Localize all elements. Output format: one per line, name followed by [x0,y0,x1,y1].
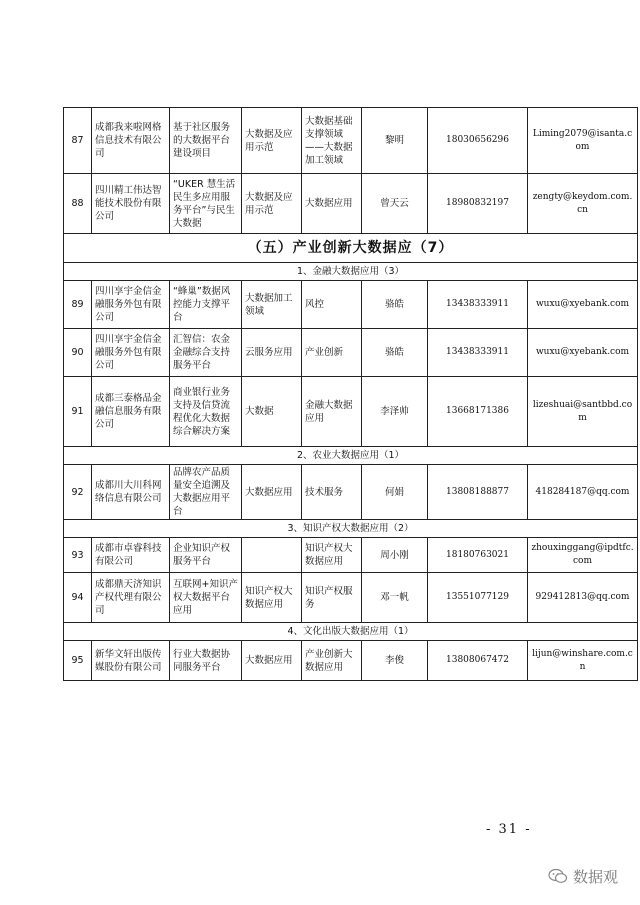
cell-phone: 18030656296 [428,108,528,174]
cell-field: 大数据基础支撑领域——大数据加工领域 [302,108,362,174]
cell-email: 929412813@qq.com [528,573,638,623]
cell-email: wuxu@xyebank.com [528,329,638,377]
cell-field: 大数据应用 [302,174,362,234]
cell-contact: 黎明 [362,108,428,174]
cell-phone: 13438333911 [428,329,528,377]
cell-no: 87 [64,108,92,174]
cell-email: lizeshuai@santbbd.com [528,377,638,447]
cell-category: 大数据 [242,377,302,447]
cell-no: 93 [64,538,92,573]
cell-company: 四川精工伟达智能技术股份有限公司 [92,174,170,234]
cell-phone: 13438333911 [428,281,528,329]
cell-field: 金融大数据应用 [302,377,362,447]
cell-field: 风控 [302,281,362,329]
cell-contact: 曾天云 [362,174,428,234]
cell-no: 94 [64,573,92,623]
cell-no: 92 [64,465,92,520]
cell-category: 大数据应用 [242,641,302,681]
cell-phone: 18980832197 [428,174,528,234]
cell-field: 产业创新大数据应用 [302,641,362,681]
cell-company: 新华文轩出版传媒股份有限公司 [92,641,170,681]
cell-contact: 邓一帆 [362,573,428,623]
table-row [64,108,638,174]
cell-no: 89 [64,281,92,329]
cell-email: 418284187@qq.com [528,465,638,520]
cell-category: 大数据及应用示范 [242,174,302,234]
cell-project: 汇智信：农金金融综合支持服务平台 [170,329,242,377]
cell-no: 88 [64,174,92,234]
table-row [64,538,638,573]
cell-no: 95 [64,641,92,681]
cell-company: 成都川大川科网络信息有限公司 [92,465,170,520]
subsection-header [64,447,638,465]
cell-phone: 13808067472 [428,641,528,681]
cell-email: Liming2079@isanta.com [528,108,638,174]
cell-email: lijun@winshare.com.cn [528,641,638,681]
cell-contact: 李泽帅 [362,377,428,447]
cell-field: 知识产权服务 [302,573,362,623]
cell-project: 基于社区服务的大数据平台建设项目 [170,108,242,174]
cell-email: zhouxinggang@ipdtfc.com [528,538,638,573]
cell-project: 互联网+知识产权大数据平台应用 [170,573,242,623]
cell-project: 商业银行业务支持及信贷流程优化大数据综合解决方案 [170,377,242,447]
table-row [64,174,638,234]
cell-category: 云服务应用 [242,329,302,377]
cell-project: “蜂巢”数据风控能力支撑平台 [170,281,242,329]
page-number: - 31 - [486,822,532,837]
cell-email: zengty@keydom.com.cn [528,174,638,234]
watermark [548,864,618,888]
enterprise-table [63,107,638,681]
cell-category: 知识产权大数据应用 [242,573,302,623]
cell-field: 技术服务 [302,465,362,520]
cell-company: 四川享宇金信金融服务外包有限公司 [92,329,170,377]
table-row [64,329,638,377]
table-row [64,573,638,623]
cell-phone: 13808188877 [428,465,528,520]
table-row [64,281,638,329]
subsection-header [64,263,638,281]
table-row [64,465,638,520]
cell-contact: 何娟 [362,465,428,520]
cell-phone: 13668171386 [428,377,528,447]
cell-category: 大数据及应用示范 [242,108,302,174]
cell-field: 产业创新 [302,329,362,377]
cell-category [242,538,302,573]
cell-phone: 18180763021 [428,538,528,573]
watermark-text: 数据观 [573,867,619,886]
table-row [64,641,638,681]
cell-phone: 13551077129 [428,573,528,623]
subsection-header-label: 1、金融大数据应用（3） [64,263,638,281]
cell-company: 成都市卓睿科技有限公司 [92,538,170,573]
table-row [64,377,638,447]
subsection-header-label: 3、知识产权大数据应用（2） [64,520,638,538]
cell-company: 成都鼎天济知识产权代理有限公司 [92,573,170,623]
wechat-icon [548,868,568,884]
cell-company: 成都我来啦网格信息技术有限公司 [92,108,170,174]
cell-project: “UKER 慧生活民生多应用服务平台”与民生大数据 [170,174,242,234]
cell-no: 91 [64,377,92,447]
cell-company: 四川享宇金信金融服务外包有限公司 [92,281,170,329]
cell-field: 知识产权大数据应用 [302,538,362,573]
cell-contact: 周小刚 [362,538,428,573]
cell-category: 大数据加工领域 [242,281,302,329]
section-header-label: （五）产业创新大数据应（7） [64,234,638,263]
cell-contact: 骆皓 [362,281,428,329]
cell-email: wuxu@xyebank.com [528,281,638,329]
subsection-header [64,520,638,538]
subsection-header [64,623,638,641]
subsection-header-label: 4、文化出版大数据应用（1） [64,623,638,641]
subsection-header-label: 2、农业大数据应用（1） [64,447,638,465]
section-header [64,234,638,263]
cell-project: 企业知识产权服务平台 [170,538,242,573]
cell-project: 行业大数据协同服务平台 [170,641,242,681]
cell-contact: 李俊 [362,641,428,681]
cell-company: 成都三泰格品金融信息服务有限公司 [92,377,170,447]
cell-category: 大数据应用 [242,465,302,520]
cell-no: 90 [64,329,92,377]
cell-project: 品牌农产品质量安全追溯及大数据应用平台 [170,465,242,520]
cell-contact: 骆皓 [362,329,428,377]
